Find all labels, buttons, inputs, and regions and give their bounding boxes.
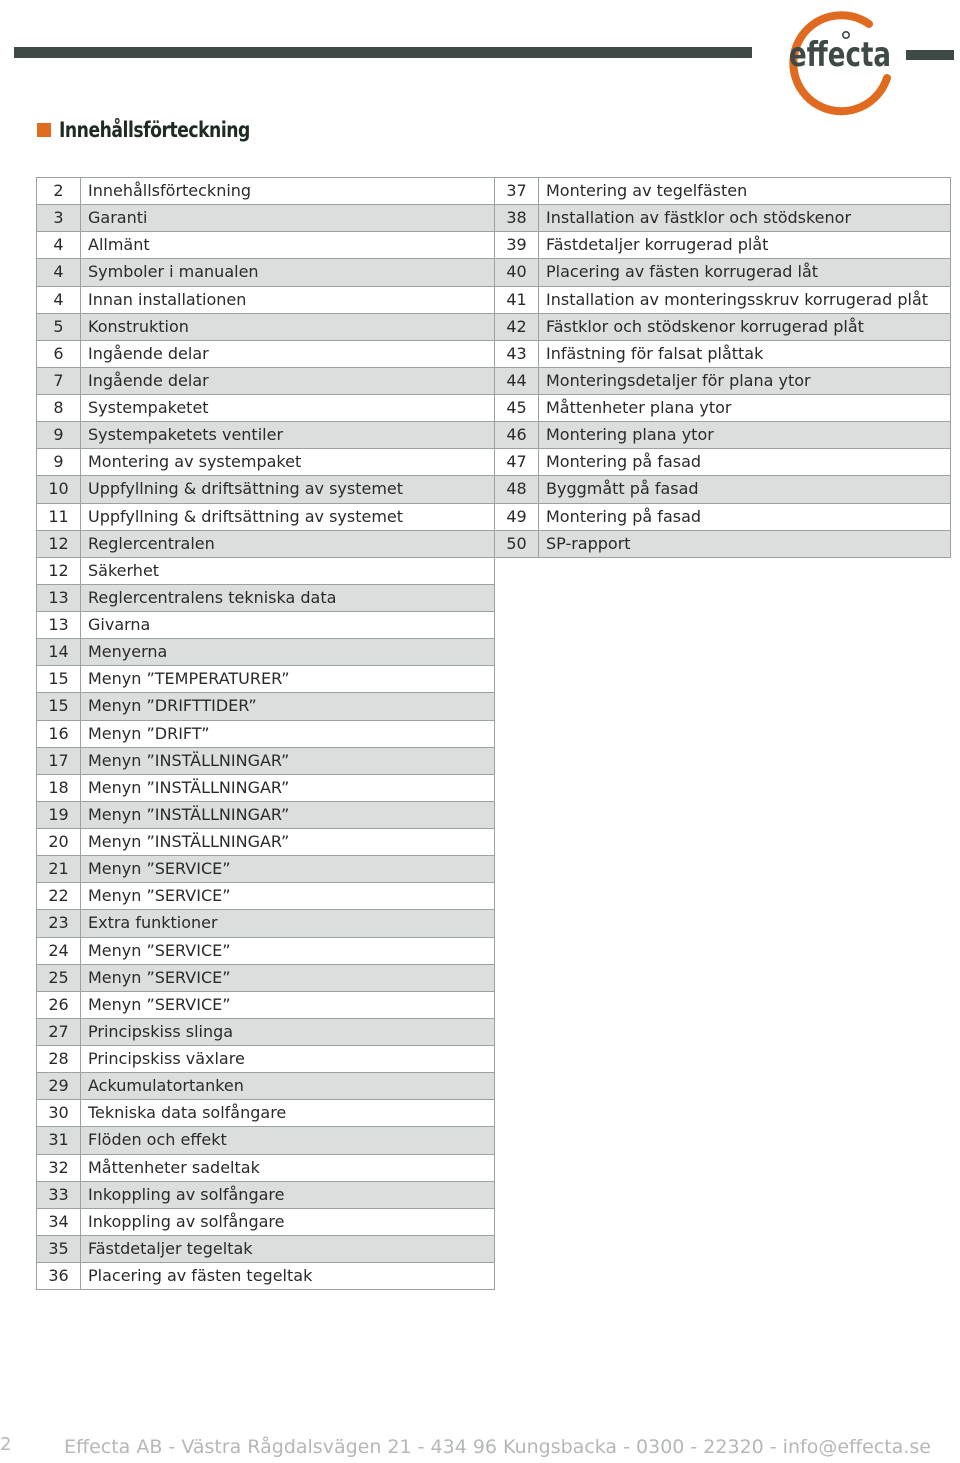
toc-row[interactable] <box>37 259 494 286</box>
toc-row[interactable] <box>495 368 950 395</box>
toc-row[interactable] <box>37 341 494 368</box>
toc-page-number: 8 <box>37 395 81 421</box>
toc-page-number: 27 <box>37 1019 81 1045</box>
toc-page-number: 4 <box>37 259 81 285</box>
toc-page-number: 33 <box>37 1182 81 1208</box>
toc-row[interactable] <box>37 1263 494 1290</box>
toc-row[interactable] <box>37 1019 494 1046</box>
toc-row[interactable] <box>37 693 494 720</box>
toc-entry-title: Menyn ”SERVICE” <box>88 940 231 960</box>
toc-entry-title: Placering av fästen korrugerad låt <box>546 262 819 282</box>
toc-entry-title: SP-rapport <box>546 533 631 553</box>
toc-row[interactable] <box>495 232 950 259</box>
toc-page-number: 47 <box>495 449 539 475</box>
toc-row[interactable] <box>37 585 494 612</box>
page-title: Innehållsförteckning <box>59 118 250 142</box>
toc-page-number: 31 <box>37 1127 81 1153</box>
toc-entry-title: Fästklor och stödskenor korrugerad plåt <box>546 316 864 336</box>
toc-row[interactable] <box>37 395 494 422</box>
toc-row[interactable] <box>37 1046 494 1073</box>
toc-row[interactable] <box>37 1127 494 1154</box>
toc-column-left <box>36 177 495 1290</box>
toc-row[interactable] <box>37 1182 494 1209</box>
toc-row[interactable] <box>37 287 494 314</box>
toc-row[interactable] <box>37 829 494 856</box>
toc-entry-title: Ingående delar <box>88 370 209 390</box>
toc-page-number: 21 <box>37 856 81 882</box>
toc-row[interactable] <box>37 531 494 558</box>
toc-page-number: 13 <box>37 612 81 638</box>
toc-entry-title: Innan installationen <box>88 289 247 309</box>
toc-page-number: 6 <box>37 341 81 367</box>
toc-page-number: 46 <box>495 422 539 448</box>
toc-page-number: 45 <box>495 395 539 421</box>
toc-row[interactable] <box>37 802 494 829</box>
toc-row[interactable] <box>495 476 950 503</box>
toc-page-number: 15 <box>37 666 81 692</box>
toc-entry-title: Extra funktioner <box>88 913 218 933</box>
toc-page-number: 38 <box>495 205 539 231</box>
toc-row[interactable] <box>37 422 494 449</box>
toc-entry-title: Menyn ”INSTÄLLNINGAR” <box>88 804 290 824</box>
toc-page-number: 20 <box>37 829 81 855</box>
toc-page-number: 28 <box>37 1046 81 1072</box>
toc-page-number: 9 <box>37 422 81 448</box>
toc-page-number: 29 <box>37 1073 81 1099</box>
toc-row[interactable] <box>495 314 950 341</box>
toc-heading <box>37 118 292 142</box>
toc-page-number: 50 <box>495 531 539 557</box>
toc-row[interactable] <box>37 965 494 992</box>
toc-page-number: 32 <box>37 1155 81 1181</box>
toc-page-number: 25 <box>37 965 81 991</box>
toc-entry-title: Menyn ”SERVICE” <box>88 967 231 987</box>
toc-page-number: 12 <box>37 531 81 557</box>
toc-entry-title: Uppfyllning & driftsättning av systemet <box>88 479 404 499</box>
toc-row[interactable] <box>37 910 494 937</box>
toc-entry-title: Reglercentralen <box>88 533 215 553</box>
toc-row[interactable] <box>37 721 494 748</box>
toc-entry-title: Inkoppling av solfångare <box>88 1184 285 1204</box>
header-bar-right <box>906 50 954 60</box>
toc-entry-title: Fästdetaljer korrugerad plåt <box>546 235 769 255</box>
toc-row[interactable] <box>495 341 950 368</box>
toc-entry-title: Tekniska data solfångare <box>88 1103 287 1123</box>
toc-page-number: 18 <box>37 775 81 801</box>
logo-wordmark: effecta <box>789 35 891 75</box>
toc-page-number: 3 <box>37 205 81 231</box>
toc-row[interactable] <box>495 504 950 531</box>
toc-page-number: 9 <box>37 449 81 475</box>
toc-entry-title: Montering plana ytor <box>546 425 714 445</box>
toc-entry-title: Säkerhet <box>88 560 160 580</box>
toc-entry-title: Flöden och effekt <box>88 1130 227 1150</box>
toc-page-number: 30 <box>37 1100 81 1126</box>
toc-entry-title: Installation av fästklor och stödskenor <box>546 208 852 228</box>
toc-row[interactable] <box>37 666 494 693</box>
toc-page-number: 16 <box>37 721 81 747</box>
heading-square-icon <box>37 123 51 137</box>
toc-entry-title: Inkoppling av solfångare <box>88 1211 285 1231</box>
toc-entry-title: Uppfyllning & driftsättning av systemet <box>88 506 404 526</box>
toc-page-number: 42 <box>495 314 539 340</box>
toc-entry-title: Menyn ”SERVICE” <box>88 886 231 906</box>
toc-page-number: 15 <box>37 693 81 719</box>
toc-page-number: 39 <box>495 232 539 258</box>
toc-page-number: 49 <box>495 504 539 530</box>
toc-entry-title: Ackumulatortanken <box>88 1076 244 1096</box>
toc-page-number: 4 <box>37 287 81 313</box>
toc-row[interactable] <box>37 1155 494 1182</box>
toc-page-number: 12 <box>37 558 81 584</box>
toc-entry-title: Montering av systempaket <box>88 452 302 472</box>
toc-entry-title: Menyn ”INSTÄLLNINGAR” <box>88 832 290 851</box>
toc-page-number: 44 <box>495 368 539 394</box>
toc-page-number: 35 <box>37 1236 81 1262</box>
toc-page-number: 34 <box>37 1209 81 1235</box>
toc-row[interactable] <box>495 531 950 558</box>
toc-entry-title: Fästdetaljer tegeltak <box>88 1238 253 1258</box>
toc-entry-title: Infästning för falsat plåttak <box>546 343 764 363</box>
toc-entry-title: Installation av monteringsskruv korrugerad plåt <box>546 289 929 309</box>
toc-page-number: 22 <box>37 883 81 909</box>
toc-page-number: 13 <box>37 585 81 611</box>
toc-page-number: 4 <box>37 232 81 258</box>
toc-entry-title: Menyerna <box>88 642 168 662</box>
toc-entry-title: Menyn ”DRIFTTIDER” <box>88 696 257 716</box>
toc-row[interactable] <box>37 1100 494 1127</box>
toc-row[interactable] <box>37 314 494 341</box>
toc-row[interactable] <box>37 504 494 531</box>
toc-row[interactable] <box>37 612 494 639</box>
toc-entry-title: Principskiss slinga <box>88 1021 234 1041</box>
toc-row[interactable] <box>37 748 494 775</box>
toc-entry-title: Menyn ”INSTÄLLNINGAR” <box>88 750 290 770</box>
toc-row[interactable] <box>495 205 950 232</box>
toc-entry-title: Systempaketets ventiler <box>88 425 284 445</box>
toc-row[interactable] <box>37 1209 494 1236</box>
toc-page-number: 7 <box>37 368 81 394</box>
toc-entry-title: Ingående delar <box>88 343 209 363</box>
toc-row[interactable] <box>37 856 494 883</box>
effecta-logo <box>765 4 905 114</box>
toc-entry-title: Placering av fästen tegeltak <box>88 1266 313 1285</box>
toc-entry-title: Menyn ”SERVICE” <box>88 859 231 879</box>
toc-row[interactable] <box>495 259 950 286</box>
toc-page-number: 48 <box>495 476 539 502</box>
toc-page-number: 19 <box>37 802 81 828</box>
toc-row[interactable] <box>37 992 494 1019</box>
toc-page-number: 40 <box>495 259 539 285</box>
toc-row[interactable] <box>37 232 494 259</box>
toc-entry-title: Menyn ”SERVICE” <box>88 994 231 1014</box>
toc-page-number: 36 <box>37 1263 81 1289</box>
toc-entry-title: Monteringsdetaljer för plana ytor <box>546 370 811 390</box>
toc-page-number: 26 <box>37 992 81 1018</box>
toc-entry-title: Garanti <box>88 208 148 228</box>
toc-row[interactable] <box>37 775 494 802</box>
toc-page-number: 5 <box>37 314 81 340</box>
toc-page-number: 11 <box>37 504 81 530</box>
toc-row[interactable] <box>495 422 950 449</box>
toc-page-number: 10 <box>37 476 81 502</box>
toc-row[interactable] <box>37 368 494 395</box>
toc-column-right <box>494 177 951 558</box>
toc-entry-title: Allmänt <box>88 235 150 255</box>
toc-entry-title: Principskiss växlare <box>88 1049 245 1068</box>
toc-row[interactable] <box>37 883 494 910</box>
toc-row[interactable] <box>37 639 494 666</box>
toc-row[interactable] <box>37 1073 494 1100</box>
toc-entry-title: Byggmått på fasad <box>546 479 699 499</box>
toc-row[interactable] <box>37 178 494 205</box>
footer-contact: Effecta AB - Västra Rågdalsvägen 21 - 434 96 Kungsbacka - 0300 - 22320 - info@effecta.se <box>64 1436 931 1458</box>
toc-row[interactable] <box>37 558 494 585</box>
toc-entry-title: Menyn ”DRIFT” <box>88 723 210 743</box>
toc-page-number: 23 <box>37 910 81 936</box>
toc-entry-title: Montering på fasad <box>546 452 702 472</box>
toc-page-number: 37 <box>495 178 539 204</box>
toc-page-number: 14 <box>37 639 81 665</box>
toc-entry-title: Givarna <box>88 615 151 634</box>
toc-page-number: 2 <box>37 178 81 204</box>
toc-page-number: 41 <box>495 287 539 313</box>
toc-entry-title: Reglercentralens tekniska data <box>88 587 337 607</box>
toc-page-number: 43 <box>495 341 539 367</box>
toc-entry-title: Konstruktion <box>88 316 189 336</box>
toc-row[interactable] <box>37 449 494 476</box>
page-number: 2 <box>0 1434 12 1455</box>
toc-row[interactable] <box>495 287 950 314</box>
toc-entry-title: Symboler i manualen <box>88 262 259 282</box>
toc-row[interactable] <box>495 449 950 476</box>
toc-entry-title: Menyn ”INSTÄLLNINGAR” <box>88 777 290 797</box>
header-bar-left <box>14 47 752 58</box>
toc-row[interactable] <box>37 476 494 503</box>
toc-page-number: 24 <box>37 938 81 964</box>
toc-row[interactable] <box>37 205 494 232</box>
toc-entry-title: Innehållsförteckning <box>88 181 252 200</box>
toc-row[interactable] <box>37 938 494 965</box>
toc-entry-title: Måttenheter plana ytor <box>546 398 732 417</box>
toc-entry-title: Menyn ”TEMPERATURER” <box>88 669 290 689</box>
toc-row[interactable] <box>495 395 950 422</box>
toc-page-number: 17 <box>37 748 81 774</box>
toc-entry-title: Systempaketet <box>88 398 209 417</box>
toc-row[interactable] <box>495 178 950 205</box>
toc-row[interactable] <box>37 1236 494 1263</box>
toc-entry-title: Måttenheter sadeltak <box>88 1157 260 1177</box>
toc-entry-title: Montering på fasad <box>546 506 702 526</box>
toc-entry-title: Montering av tegelfästen <box>546 181 748 200</box>
